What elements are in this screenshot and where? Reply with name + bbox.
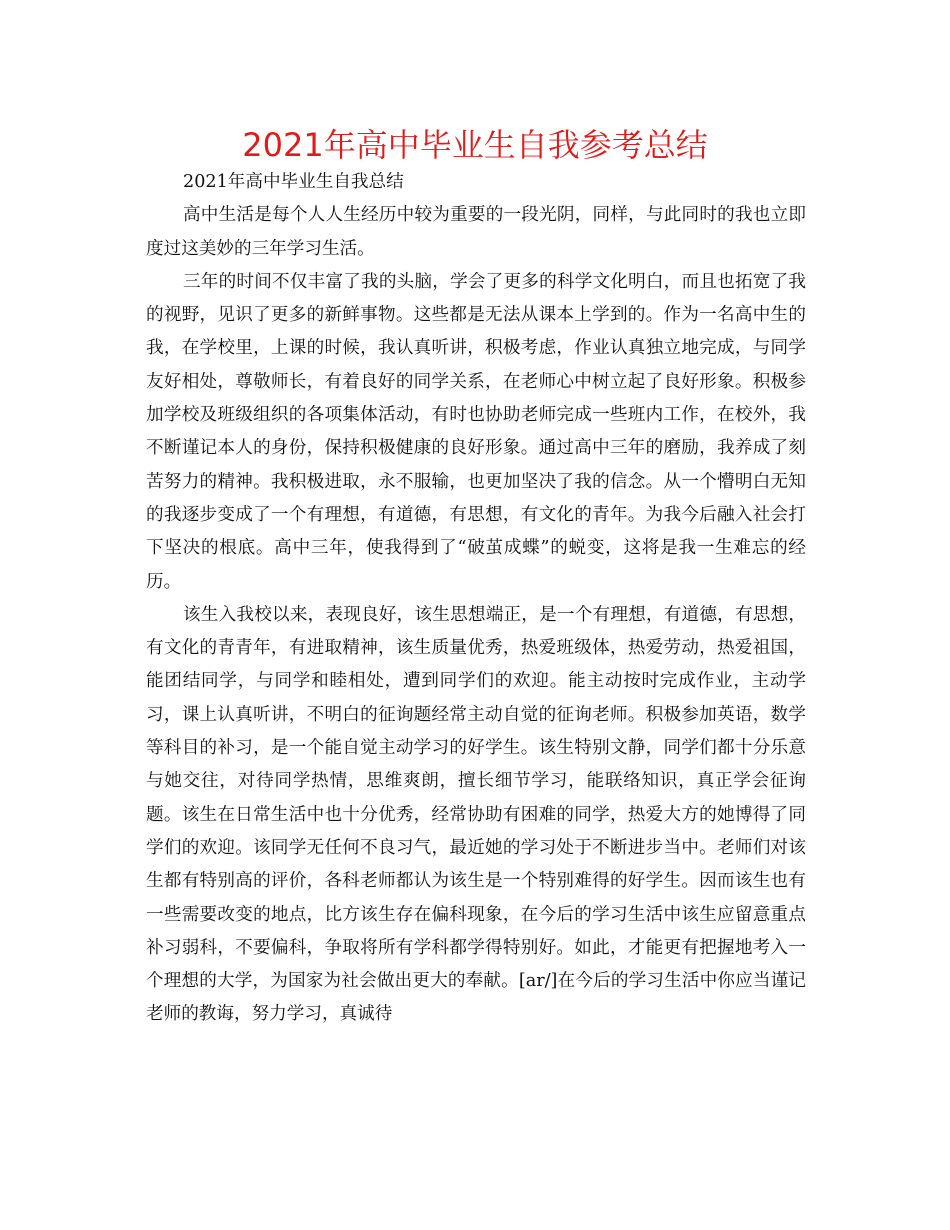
paragraph-3: 该生入我校以来，表现良好，该生思想端正，是一个有理想，有道德，有思想，有文化的青青年，有进取精神，该生质量优秀，热爱班级体，热爱劳动，热爱祖国，能团结同学，与同学和睦相处，遭到同学们的欢迎。能主动按时完成作业，主动学习，课上认真听讲，不明白的征询题经常主动自觉的征询老师。积极参加英语，数学等科目的补习，是一个能自觉主动学习的好学生。该生特别文静，同学们都十分乐意与她交往，对待同学热情，思维爽朗，擅长细节学习，能联络知识，真正学会征询题。该生在日常生活中也十分优秀，经常协助有困难的同学，热爱大方的她博得了同学们的欢迎。该同学无任何不良习气，最近她的学习处于不断进步当中。老师们对该生都有特别高的评价，各科老师都认为该生是一个特别难得的好学生。因而该生也有一些需要改变的地点，比方该生存在偏科现象，在今后的学习生活中该生应留意重点补习弱科，不要偏科，争取将所有学科都学得特别好。如此，才能更有把握地考入一个理想的大学，为国家为社会做出更大的奉献。[ar/]在今后的学习生活中你应当谨记老师的教诲，努力学习，真诚待	[146, 604, 806, 1025]
document-title: 2021年高中毕业生自我参考总结	[242, 126, 708, 164]
document-body	[146, 166, 806, 1032]
paragraph-2: 三年的时间不仅丰富了我的头脑，学会了更多的科学文化明白，而且也拓宽了我的视野，见识了更多的新鲜事物。这些都是无法从课本上学到的。作为一名高中生的我，在学校里，上课的时候，我认真听讲，积极考虑，作业认真独立地完成，与同学友好相处，尊敬师长，有着良好的同学关系，在老师心中树立起了良好形象。积极参加学校及班级组织的各项集体活动，有时也协助老师完成一些班内工作，在校外，我不断谨记本人的身份，保持积极健康的良好形象。通过高中三年的磨励，我养成了刻苦努力的精神。我积极进取，永不服输，也更加坚决了我的信念。从一个懵明白无知的我逐步变成了一个有理想，有道德，有思想，有文化的青年。为我今后融入社会打下坚决的根底。高中三年，使我得到了“破茧成蝶”的蜕变，这将是我一生难忘的经历。	[146, 271, 806, 592]
paragraph-1: 高中生活是每个人人生经历中较为重要的一段光阴，同样，与此同时的我也立即度过这美妙的三年学习生活。	[146, 205, 806, 259]
document-subtitle: 2021年高中毕业生自我总结	[183, 172, 404, 192]
